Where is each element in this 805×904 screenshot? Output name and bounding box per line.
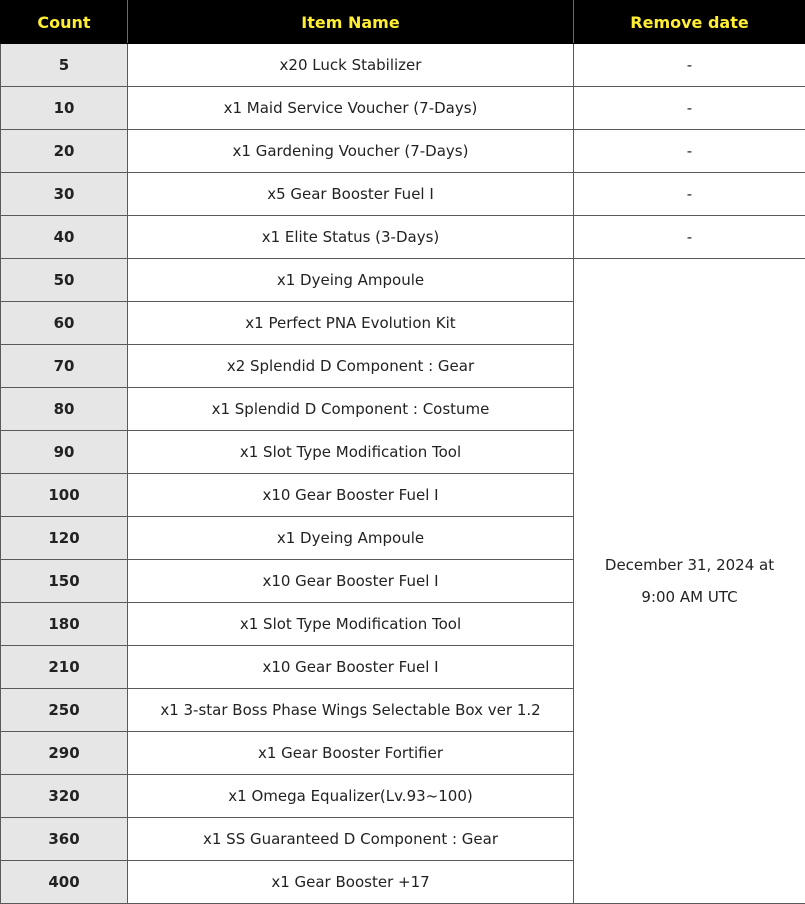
- count-cell: 250: [1, 689, 128, 732]
- table-row: [1, 130, 805, 173]
- remove-date-cell: -: [574, 44, 805, 87]
- item-cell: x1 Elite Status (3-Days): [128, 216, 574, 259]
- item-cell: x1 Perfect PNA Evolution Kit: [128, 302, 574, 345]
- item-cell: x10 Gear Booster Fuel I: [128, 474, 574, 517]
- table-row: [1, 44, 805, 87]
- remove-date-cell: -: [574, 173, 805, 216]
- item-cell: x1 Splendid D Component : Costume: [128, 388, 574, 431]
- item-cell: x20 Luck Stabilizer: [128, 44, 574, 87]
- count-cell: 120: [1, 517, 128, 560]
- count-cell: 150: [1, 560, 128, 603]
- item-cell: x1 Slot Type Modification Tool: [128, 431, 574, 474]
- table-header: [1, 1, 805, 44]
- count-cell: 50: [1, 259, 128, 302]
- item-cell: x1 Gear Booster +17: [128, 861, 574, 904]
- count-cell: 100: [1, 474, 128, 517]
- item-cell: x1 Slot Type Modification Tool: [128, 603, 574, 646]
- item-cell: x1 SS Guaranteed D Component : Gear: [128, 818, 574, 861]
- item-cell: x2 Splendid D Component : Gear: [128, 345, 574, 388]
- table-row: [1, 259, 805, 302]
- header-remove-date: Remove date: [574, 1, 805, 44]
- count-cell: 210: [1, 646, 128, 689]
- item-cell: x1 Gardening Voucher (7-Days): [128, 130, 574, 173]
- remove-date-cell: -: [574, 216, 805, 259]
- count-cell: 5: [1, 44, 128, 87]
- item-cell: x1 Dyeing Ampoule: [128, 517, 574, 560]
- count-cell: 20: [1, 130, 128, 173]
- header-item-name: Item Name: [128, 1, 574, 44]
- table-row: [1, 216, 805, 259]
- item-cell: x1 Omega Equalizer(Lv.93~100): [128, 775, 574, 818]
- item-cell: x1 Maid Service Voucher (7-Days): [128, 87, 574, 130]
- remove-date-cell: -: [574, 130, 805, 173]
- count-cell: 40: [1, 216, 128, 259]
- count-cell: 90: [1, 431, 128, 474]
- item-cell: x1 Dyeing Ampoule: [128, 259, 574, 302]
- remove-date-line-2: 9:00 AM UTC: [641, 588, 738, 606]
- merged-remove-date-cell: [574, 259, 805, 904]
- header-count: Count: [1, 1, 128, 44]
- remove-date-line-1: December 31, 2024 at: [604, 556, 775, 574]
- item-cell: x5 Gear Booster Fuel I: [128, 173, 574, 216]
- table-row: [1, 173, 805, 216]
- item-cell: x10 Gear Booster Fuel I: [128, 560, 574, 603]
- header-row: [1, 1, 805, 44]
- count-cell: 80: [1, 388, 128, 431]
- count-cell: 360: [1, 818, 128, 861]
- count-cell: 70: [1, 345, 128, 388]
- item-cell: x10 Gear Booster Fuel I: [128, 646, 574, 689]
- item-cell: x1 Gear Booster Fortifier: [128, 732, 574, 775]
- table-row: [1, 87, 805, 130]
- item-cell: x1 3-star Boss Phase Wings Selectable Box ver 1.2: [128, 689, 574, 732]
- count-cell: 180: [1, 603, 128, 646]
- count-cell: 320: [1, 775, 128, 818]
- count-cell: 60: [1, 302, 128, 345]
- count-cell: 290: [1, 732, 128, 775]
- remove-date-cell: -: [574, 87, 805, 130]
- count-cell: 400: [1, 861, 128, 904]
- count-cell: 30: [1, 173, 128, 216]
- table-body: [1, 44, 805, 904]
- count-cell: 10: [1, 87, 128, 130]
